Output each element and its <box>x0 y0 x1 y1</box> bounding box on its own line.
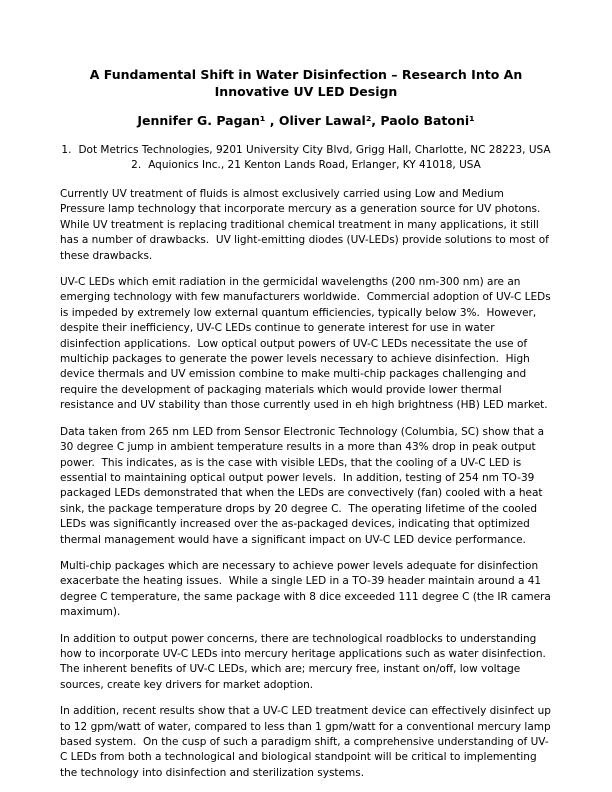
affiliation-number: 1. <box>61 144 72 156</box>
paragraph: Currently UV treatment of fluids is almost exclusively carried using Low and Medium Pressure lamp technology that incorporate mercury as a generation source for UV photons. While UV treatment is replacing traditional chemical treatment in many applications, it still has a number of drawbacks. UV light-emitting diodes (UV-LEDs) provide solutions to most of these drawbacks. <box>60 188 553 262</box>
paper-title <box>60 66 552 100</box>
affiliation-text: Dot Metrics Technologies, 9201 University City Blvd, Grigg Hall, Charlotte, NC 28223, USA <box>78 144 551 156</box>
paragraph: UV-C LEDs which emit radiation in the germicidal wavelengths (200 nm-300 nm) are an emerging technology with few manufacturers worldwide. Commercial adoption of UV-C LEDs is impeded by extremely low external quantum efficiencies, typically below 3%. However, despite their inefficiency, UV-C LEDs continue to generate interest for use in water disinfection applications. Low optical output powers of UV-C LEDs necessitate the use of multichip packages to generate the power levels necessary to achieve disinfection. High device thermals and UV emission combine to make multi-chip packages challenging and require the development of packaging materials which would provide lower thermal resistance and UV stability than those currently used in eh high brightness (HB) LED market. <box>60 276 555 412</box>
document-body <box>60 187 555 781</box>
paragraph: In addition to output power concerns, there are technological roadblocks to understanding how to incorporate UV-C LEDs into mercury heritage applications such as water disinfection. The inherent benefits of UV-C LEDs, which are; mercury free, instant on/off, low voltage sources, create key drivers for market adoption. <box>60 632 553 691</box>
paragraph: In addition, recent results show that a UV-C LED treatment device can effectively disinfect up to 12 gpm/watt of water, compared to less than 1 gpm/watt for a conventional mercury lamp based system. On the cusp of such a paradigm shift, a comprehensive understanding of UV-C LEDs from both a technological and biological standpoint will be critical to implementing the technology into disinfection and sterilization systems. <box>60 705 555 779</box>
affiliation-text: Aquionics Inc., 21 Kenton Lands Road, Erlanger, KY 41018, USA <box>148 159 481 171</box>
affiliation-item <box>60 158 552 173</box>
affiliation-list <box>60 143 552 173</box>
paper-title-line-2: Innovative UV LED Design <box>214 84 398 99</box>
paragraph: Data taken from 265 nm LED from Sensor Electronic Technology (Columbia, SC) show that a 30 degree C jump in ambient temperature results in a more than 43% drop in peak output power. This indicates, as is the case with visible LEDs, that the cooling of a UV-C LED is essential to maintaining optical output power levels. In addition, testing of 254 nm TO-39 packaged LEDs demonstrated that when the LEDs are convectively (fan) cooled with a heat sink, the package temperature drops by 20 degree C. The operating lifetime of the cooled LEDs was significantly increased over the as-packaged devices, indicating that optimized thermal management would have a significant impact on UV-C LED device performance. <box>60 425 548 546</box>
affiliation-item <box>60 143 552 158</box>
author-list: Jennifer G. Pagan¹ , Oliver Lawal², Paolo Batoni¹ <box>137 113 475 128</box>
affiliation-number: 2. <box>131 159 142 171</box>
paragraph: Multi-chip packages which are necessary to achieve power levels adequate for disinfection exacerbate the heating issues. While a single LED in a TO-39 header maintain around a 41 degree C temperature, the same package with 8 dice exceeded 111 degree C (the IR camera maximum). <box>60 559 555 619</box>
paper-title-line-1: A Fundamental Shift in Water Disinfection – Research Into An <box>89 67 523 82</box>
